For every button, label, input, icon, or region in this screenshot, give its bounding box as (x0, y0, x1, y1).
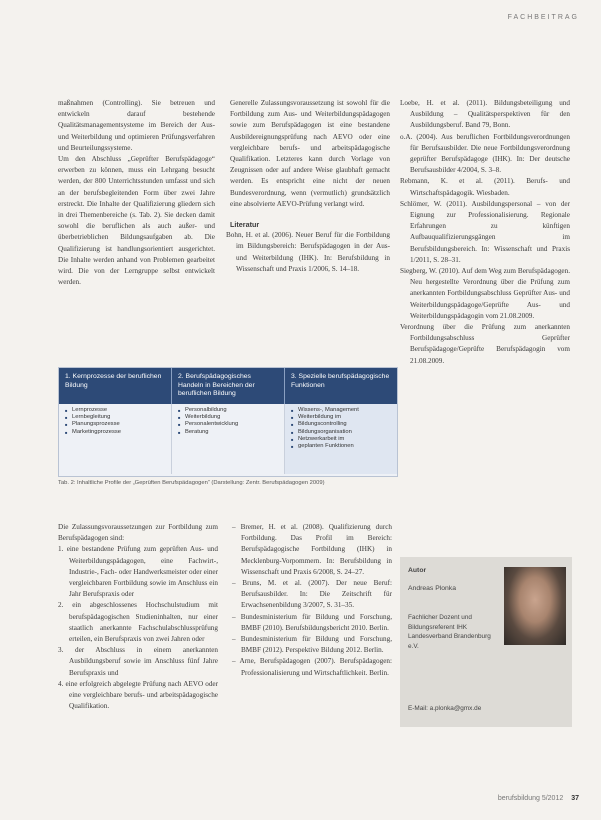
bottom-left-column (58, 522, 218, 712)
list-item: ■ Wissens-, Management (291, 407, 391, 414)
running-head: FACHBEITRAG (507, 14, 579, 21)
reference-item: Bohn, H. et al. (2006). Neuer Beruf für die Fortbildung im Bildungsbereich: Berufspädagogen in der Aus- und Weiterbildung (IHK). In: Berufsbildung in Wissenschaft und Praxis 1/2006, S. 14–18. (226, 231, 390, 273)
author-box (400, 557, 572, 727)
paragraph: Um den Abschluss „Geprüfter Berufspädagoge“ erwerben zu können, muss ein Lehrgang besucht werden, der 800 Unterrichtsstunden umfasst und sich an der berufsbegleitenden Form über zwei Jahre erstreckt. Die Inhalte der Qualifizierung gliedern sich in drei Themenbereiche (s. Tab. 2). Sie decken damit sowohl die beruflichen als auch außer- und überbetrieblichen Bildungsaufgaben ab. Die Qualifizierung ist handlungsorientiert ausgerichtet. Die Inhalte werden anhand von Problemen gearbeitet wird. Die von der Lerngruppe selbst entwickelt werden. (58, 155, 215, 287)
list-item: 1. eine bestandene Prüfung zum geprüften Aus- und Weiterbildungspädagogen, eine Fachwirt-, Industrie-, Fach- oder Handwerksmeister oder einer vergleichbaren Fortbildung sowie im Anschluss ein Jahr Berufspraxis oder (58, 545, 218, 599)
table-body-row (59, 404, 397, 474)
reference-item: o.A. (2004). Aus beruflichen Fortbildungsverordnungen für Berufsausbilder. Die neue Fortbildungsverordnung geprüfter Berufspädagoge (IHK). In: Der deutsche Berufsausbilder 4/2004, S. 3–8. (400, 132, 570, 175)
table-cell (285, 404, 397, 474)
bottom-middle-column (232, 522, 392, 679)
reference-item: – Bundesministerium für Bildung und Forschung, BMBF (2012). Perspektive Bildung 2012. Berlin. (232, 635, 392, 655)
table-header: 1. Kernprozesse der beruflichen Bildung (59, 368, 172, 404)
table-header: 2. Berufspädagogisches Handeln in Bereichen der beruflichen Bildung (172, 368, 285, 404)
author-description: Fachlicher Dozent und Bildungsreferent IHK Landesverband Brandenburg e.V. (408, 614, 491, 650)
list-item: ■ Weiterbildung im (291, 414, 391, 421)
list-item: ■ Netzwerkarbeit im (291, 436, 391, 443)
table-cell (59, 404, 172, 474)
list-item: 3. der Abschluss in einem anerkannten Ausbildungsberuf sowie im Anschluss fünf Jahre Berufspraxis und (58, 646, 219, 677)
paragraph: Die Zulassungsvoraussetzungen zur Fortbildung zum Berufspädagogen sind: (58, 523, 218, 543)
reference-item: Rebmann, K. et al. (2011). Berufs- und Wirtschaftspädagogik. Wiesbaden. (400, 177, 570, 197)
column-2 (226, 98, 390, 275)
author-email: E-Mail: a.plonka@gmx.de (408, 705, 482, 712)
list-item: ■ geplanten Funktionen (291, 443, 391, 450)
table-header-row (59, 368, 397, 404)
list-item: 2. ein abgeschlossenes Hochschulstudium mit berufspädagogischen Studieninhalten, nur einer staatlich anerkannte Fachschulabschlussprüfung erteilen, ein Berufspraxis von zwei Jahren oder (58, 601, 219, 644)
list-item: ■ Lernbegleitung (65, 414, 165, 421)
list-item-text: der Abschluss in einem anerkannten Ausbildungsberuf sowie im Anschluss fünf Jahre Berufspraxis und (69, 646, 219, 677)
reference-item: – Bundesministerium für Bildung und Forschung, BMBF (2010). Berufsbildungsbericht 2010. Berlin. (232, 612, 392, 632)
table-header: 3. Spezielle berufspädagogische Funktionen (285, 368, 397, 404)
issue-number: 5/2012 (541, 795, 564, 802)
paragraph: maßnahmen (Controlling). Sie betreuen und entwickeln darauf bestehende Qualitätsmanagementsysteme im Bereich der Aus- und Weiterbildung und optimieren Prüfungsverfahren und Beurteilungssysteme. (58, 99, 215, 152)
list-item: ■ Planungsprozesse (65, 421, 165, 428)
paragraph: Generelle Zulassungsvoraussetzung ist sowohl für die Fortbildung zum Aus- und Weiterbildungspädagogen sowie zum Berufspädagogen ist eine bestandene Ausbildereignungsprüfung nach AEVO oder eine vergleichbare berufs- und arbeitspädagogische Qualifikation. Letzteres kann durch Vorlage von Zeugnissen oder auf andere Weise glaubhaft gemacht werden. Es entspricht eine nicht der neuen Bundesverordnung, wenn (vermutlich) grundsätzlich eine absolvierte AEVO-Prüfung verlangt wird. (230, 99, 390, 208)
list-item: ■ Bildungscontrolling (291, 421, 391, 428)
list-item-text: ein abgeschlossenes Hochschulstudium mit berufspädagogischen Studieninhalten, nur einer staatlich anerkannte Fachschulabschlussprüfung erteilen, ein Berufspraxis von zwei Jahren oder (69, 601, 219, 644)
table-caption: Tab. 2: Inhaltliche Profile der „Geprüften Berufspädagogen“ (Darstellung: Zentr. Berufspädagogen 2009) (58, 480, 325, 486)
reference-item: Siegberg, W. (2010). Auf dem Weg zum Berufspädagogen. Neu hergestellte Verordnung über die Prüfung zum anerkannten Fortbildungsabschluss Geprüfter Aus- und Weiterbildungspädagoge/Geprüfte Aus- und Weiterbildungspädagogin vom 21.08.2009. (400, 267, 570, 320)
author-heading: Autor (408, 567, 427, 574)
page-footer (498, 795, 579, 802)
page-number: 37 (571, 795, 579, 802)
reference-item: – Bremer, H. et al. (2008). Qualifizierung durch Fortbildung. Das Profil im Bereich: Berufspädagogische Fortbildung (IHK) in Mecklenburg-Vorpommern. In: Berufsbildung in Wissenschaft und Praxis 6/2008, S. 24–27. (232, 523, 392, 576)
author-photo (504, 567, 566, 645)
reference-item: Verordnung über die Prüfung zum anerkannten Fortbildungsabschluss Geprüfter Berufspädagoge/Geprüfte Berufspädagogin vom 21.08.2009. (400, 323, 570, 365)
table-cell (172, 404, 285, 474)
literature-heading: Literatur (230, 220, 260, 230)
reference-item: Loebe, H. et al. (2011). Bildungsbeteiligung und Ausbildung – Qualitätsperspektiven für den Ausbildungsberuf. Band 79, Bonn. (400, 99, 570, 130)
column-3 (400, 98, 570, 367)
reference-item: Schlömer, W. (2011). Ausbildungspersonal – von der Eignung zur Professionalisierung. Regionale Erfahrungen zu künftigen Aufbauqualifizierungsgängen im Berufsbildungsbereich. In: Wissenschaft und Praxis 1/2011, S. 28–31. (400, 199, 570, 264)
list-item-text: eine bestandene Prüfung zum geprüften Aus- und Weiterbildungspädagogen, eine Fachwirt-, Industrie-, Fach- oder Handwerksmeister oder einer vergleichbaren Fortbildung sowie im Anschluss ein Jahr Berufspraxis oder (66, 545, 218, 599)
list-item: ■ Lernprozesse (65, 407, 165, 414)
reference-item: – Bruns, M. et al. (2007). Der neue Beruf: Berufsausbilder. In: Die Zeitschrift für Erwachsenenbildung 3/2007, S. 31–35. (232, 579, 393, 610)
author-name: Andreas Plonka (408, 585, 456, 592)
content-table (58, 367, 398, 477)
column-1 (58, 98, 215, 288)
list-item: ■ Marketingprozesse (65, 429, 165, 436)
reference-item: – Arne, Berufspädagogen (2007). Berufspädagogen: Professionalisierung und Wirtschaftlichkeit. Berlin. (232, 657, 392, 677)
list-item: ■ Personalentwicklung (178, 421, 278, 428)
list-item: ■ Beratung (178, 429, 278, 436)
list-item: ■ Bildungsorganisation (291, 429, 391, 436)
list-item: ■ Weiterbildung (178, 414, 278, 421)
list-item: 4. eine erfolgreich abgelegte Prüfung nach AEVO oder eine vergleichbare berufs- und arbeitspädagogische Qualifikation. (58, 679, 218, 711)
list-item-text: eine erfolgreich abgelegte Prüfung nach AEVO oder eine vergleichbare berufs- und arbeitspädagogische Qualifikation. (65, 679, 218, 711)
journal-name: berufsbildung (497, 795, 540, 802)
list-item: ■ Personalbildung (178, 407, 278, 414)
